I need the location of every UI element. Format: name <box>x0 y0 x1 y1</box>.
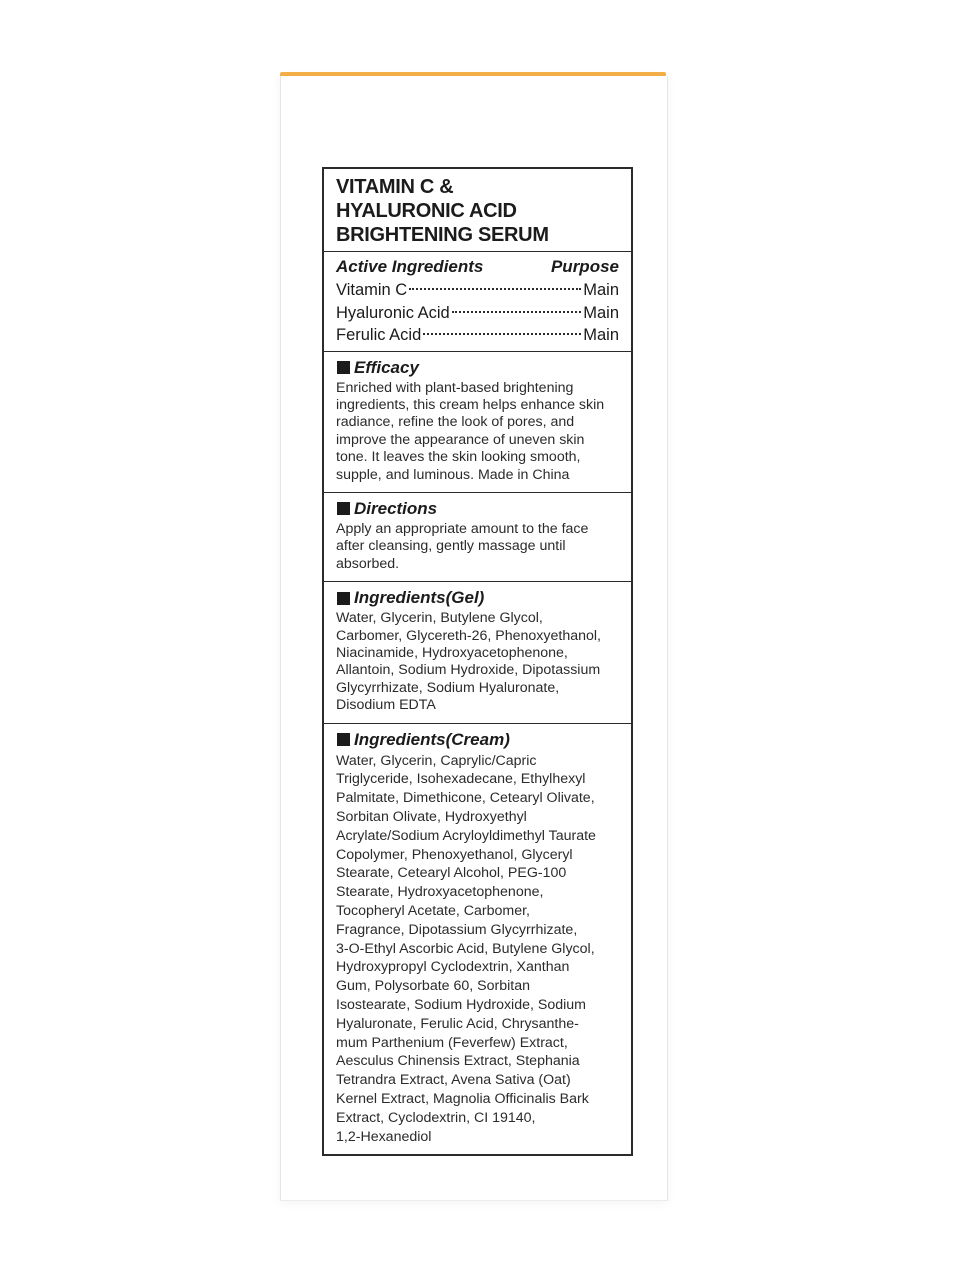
ingredient-label-panel <box>322 167 633 1156</box>
efficacy-text <box>336 380 619 484</box>
active-ingredient-row <box>336 324 619 347</box>
active-ingredient-purpose: Main <box>583 326 619 344</box>
text-line: Acrylate/Sodium Acryloyldimethyl Taurate <box>336 827 596 844</box>
product-title-line: HYALURONIC ACID <box>336 200 517 222</box>
product-title-line: VITAMIN C & <box>336 176 454 198</box>
product-title-line: BRIGHTENING SERUM <box>336 224 549 246</box>
text-line: Gum, Polysorbate 60, Sorbitan <box>336 978 530 995</box>
text-line: tone. It leaves the skin looking smooth, <box>336 449 581 466</box>
ingredients-cream-heading-label: Ingredients(Cream) <box>354 729 510 749</box>
text-line: 1,2-Hexanediol <box>336 1128 432 1145</box>
text-line: 3-O-Ethyl Ascorbic Acid, Butylene Glycol, <box>336 940 595 957</box>
active-ingredient-name: Ferulic Acid <box>336 326 422 344</box>
text-line: Kernel Extract, Magnolia Officinalis Bark <box>336 1090 589 1107</box>
text-line: Enriched with plant-based brightening <box>336 379 574 396</box>
directions-text <box>336 521 619 573</box>
efficacy-heading-label: Efficacy <box>354 357 419 377</box>
text-line: Water, Glycerin, Caprylic/Capric <box>336 752 537 769</box>
text-line: Triglyceride, Isohexadecane, Ethylhexyl <box>336 771 586 788</box>
ingredients-cream-heading <box>336 729 619 751</box>
text-line: Tocopheryl Acetate, Carbomer, <box>336 902 530 919</box>
active-ingredients-header <box>336 255 619 279</box>
black-square-icon <box>337 361 350 374</box>
active-ingredients-section <box>324 252 631 352</box>
text-line: Apply an appropriate amount to the face <box>336 520 589 537</box>
ingredients-cream-section <box>324 724 631 1155</box>
text-line: Sorbitan Olivate, Hydroxyethyl <box>336 808 527 825</box>
text-line: absorbed. <box>336 555 400 572</box>
text-line: Extract, Cyclodextrin, CI 19140, <box>336 1109 536 1126</box>
text-line: after cleansing, gently massage until <box>336 538 566 555</box>
active-ingredients-heading: Active Ingredients <box>336 257 484 276</box>
text-line: Disodium EDTA <box>336 697 436 714</box>
title-section <box>324 169 631 252</box>
efficacy-heading <box>336 357 619 379</box>
active-ingredient-purpose: Main <box>583 281 619 299</box>
dot-leader <box>423 333 581 335</box>
text-line: ingredients, this cream helps enhance skin <box>336 396 605 413</box>
purpose-heading: Purpose <box>550 257 619 276</box>
active-ingredient-name: Vitamin C <box>336 281 408 299</box>
text-line: Tetrandra Extract, Avena Sativa (Oat) <box>336 1072 571 1089</box>
text-line: mum Parthenium (Feverfew) Extract, <box>336 1034 568 1051</box>
text-line: Hyaluronate, Ferulic Acid, Chrysanthe- <box>336 1015 579 1032</box>
black-square-icon <box>337 733 350 746</box>
text-line: Stearate, Cetearyl Alcohol, PEG-100 <box>336 865 567 882</box>
active-ingredient-name: Hyaluronic Acid <box>336 303 450 322</box>
dot-leader <box>452 311 582 313</box>
text-line: Glycyrrhizate, Sodium Hyaluronate, <box>336 679 560 696</box>
text-line: Water, Glycerin, Butylene Glycol, <box>336 610 543 627</box>
dot-leader <box>409 288 581 290</box>
ingredients-gel-text <box>336 610 619 714</box>
ingredients-cream-text <box>336 752 619 1147</box>
black-square-icon <box>337 592 350 605</box>
efficacy-section <box>324 352 631 493</box>
text-line: Niacinamide, Hydroxyacetophenone, <box>336 644 568 661</box>
text-line: Fragrance, Dipotassium Glycyrrhizate, <box>336 921 578 938</box>
text-line: improve the appearance of uneven skin <box>336 431 585 448</box>
text-line: Isostearate, Sodium Hydroxide, Sodium <box>336 996 586 1013</box>
ingredients-gel-heading <box>336 587 619 609</box>
ingredients-gel-section <box>324 582 631 723</box>
text-line: Copolymer, Phenoxyethanol, Glyceryl <box>336 846 573 863</box>
active-ingredient-purpose: Main <box>583 303 619 322</box>
active-ingredient-row <box>336 279 619 302</box>
text-line: Stearate, Hydroxyacetophenone, <box>336 884 544 901</box>
ingredients-gel-heading-label: Ingredients(Gel) <box>354 588 485 608</box>
directions-heading <box>336 498 619 520</box>
text-line: Carbomer, Glycereth-26, Phenoxyethanol, <box>336 627 601 644</box>
text-line: Palmitate, Dimethicone, Cetearyl Olivate, <box>336 790 595 807</box>
text-line: supple, and luminous. Made in China <box>336 466 570 483</box>
black-square-icon <box>337 502 350 515</box>
text-line: Aesculus Chinensis Extract, Stephania <box>336 1053 580 1070</box>
active-ingredient-row <box>336 302 619 325</box>
text-line: Allantoin, Sodium Hydroxide, Dipotassium <box>336 662 601 679</box>
directions-section <box>324 493 631 582</box>
directions-heading-label: Directions <box>354 498 438 518</box>
text-line: radiance, refine the look of pores, and <box>336 414 575 431</box>
text-line: Hydroxypropyl Cyclodextrin, Xanthan <box>336 959 570 976</box>
